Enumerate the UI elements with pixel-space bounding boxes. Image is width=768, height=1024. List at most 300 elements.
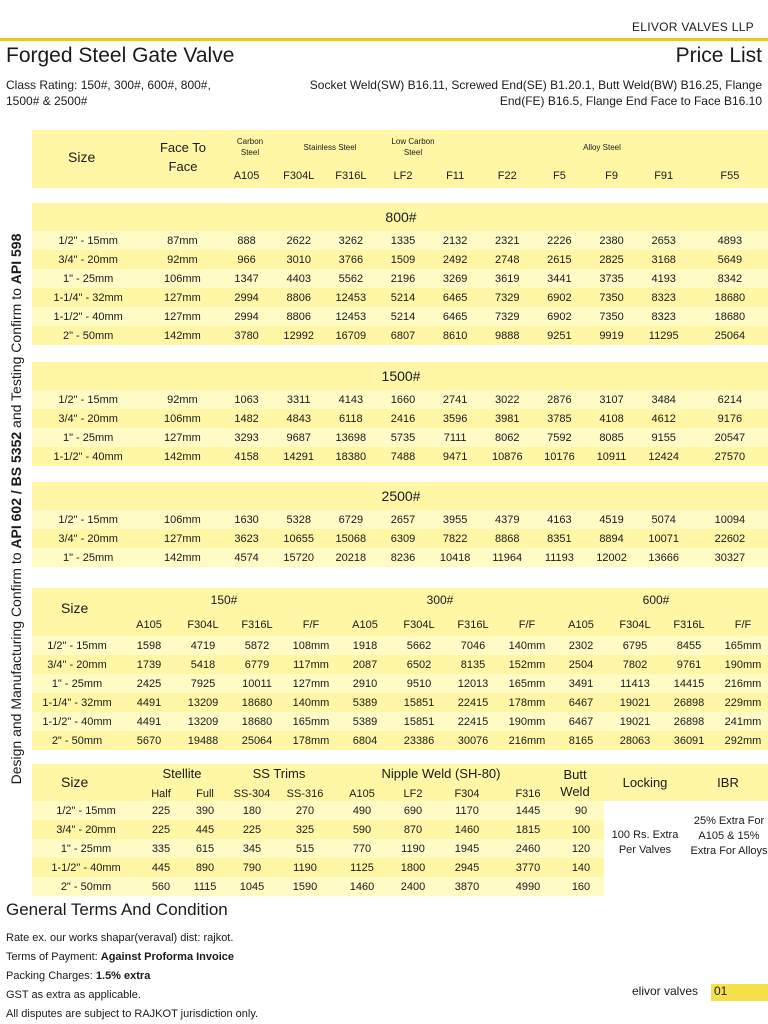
price-cell: 19488 [187,734,219,747]
price-cell: 117mm [293,658,329,671]
price-cell: 3491 [568,677,594,690]
price-cell: 4893 [717,234,743,247]
price-cell: 1509 [390,253,416,266]
price-cell: 1815 [515,823,541,836]
size-cell: 1/2" - 15mm [58,393,118,406]
price-cell: 11295 [648,329,679,342]
price-cell: 5649 [717,253,743,266]
price-cell: 10094 [714,513,746,526]
price-table [32,231,768,345]
material-header: F304 [454,787,480,800]
terms-payment-value: Against Proforma Invoice [100,951,235,963]
price-cell: 770 [352,842,372,855]
section-title-bar [32,362,768,390]
note-standard-2: API 598 [8,233,24,285]
spacer-cell [144,166,220,185]
table-row [32,801,604,820]
price-cell: 14291 [283,450,314,463]
terms-payment [6,948,258,967]
price-cell: 2657 [390,513,416,526]
table-row [32,548,768,567]
ibr-header-cell [686,764,768,801]
price-cell: 4612 [651,412,676,425]
page-number: 01 [711,984,768,1001]
price-cell: 6795 [622,639,648,652]
price-cell: 8323 [651,310,676,323]
price-cell: 1598 [136,639,162,652]
price-cell: 3262 [338,234,364,247]
standards-text: Socket Weld(SW) B16.11, Screwed End(SE) B1.20.1, Butt Weld(BW) B16.25, Flange End(FE) B16.5, Flange End Face to Face B16.10 [309,78,762,108]
table-row [32,428,768,447]
price-cell: 6902 [547,310,572,323]
price-cell: 10911 [596,450,627,463]
price-cell: 390 [195,804,215,817]
price-cell: 18680 [714,291,746,304]
material-header: A105 [568,618,594,631]
material-header: F316L [673,618,705,631]
price-cell: 560 [151,880,171,893]
price-cell: 5735 [390,431,416,444]
price-cell: 225 [151,804,171,817]
price-cell: 15851 [403,715,435,728]
price-cell: 8455 [676,639,702,652]
price-list-label: Price List [675,44,762,67]
price-cell: 2196 [390,272,416,285]
price-cell: 5389 [352,715,378,728]
face-to-face-header: Face To Face [159,140,206,174]
price-cell: 36091 [673,734,705,747]
price-cell: 5662 [406,639,432,652]
size-cell: 1-1/2" - 40mm [42,715,112,728]
price-cell: 13209 [187,696,219,709]
price-cell: 3010 [286,253,311,266]
price-cell: 325 [295,823,315,836]
price-cell: 25064 [714,329,746,342]
section-body [32,510,768,567]
price-cell: 10876 [491,450,523,463]
price-cell: 3311 [286,393,311,406]
table-row [32,529,768,548]
size-cell: 1/2" - 15mm [47,639,107,652]
size-cell: 3/4" - 20mm [58,253,118,266]
price-cell: 241mm [724,715,762,728]
company-name: ELIVOR VALVES LLP [631,20,754,34]
price-cell: 20547 [714,431,746,444]
price-cell: 12013 [457,677,489,690]
price-cell: 2087 [352,658,378,671]
material-header: F304L [283,169,315,182]
price-cell: 2945 [454,861,480,874]
price-cell: 6779 [244,658,270,671]
price-cell: 6807 [390,329,416,342]
price-cell: 23386 [403,734,435,747]
terms-jurisdiction: All disputes are subject to RAJKOT jurisdiction only. [6,1008,259,1020]
section-title-bar [32,203,768,231]
table-row [32,858,604,877]
price-cell: 1482 [234,412,259,425]
terms-packing [6,967,258,986]
table-row [32,674,768,693]
price-cell: 4574 [234,551,259,564]
price-cell: 7329 [495,291,520,304]
price-cell: 8165 [568,734,594,747]
price-cell: 3269 [442,272,468,285]
price-cell: 1945 [454,842,480,855]
price-cell: 8085 [599,431,624,444]
price-cell: 26898 [673,696,705,709]
price-cell: 445 [151,861,171,874]
material-header: F316L [457,618,489,631]
table-row [32,250,768,269]
price-cell: 127mm [164,532,201,545]
price-cell: 1918 [352,639,378,652]
material-header: A105 [233,169,260,182]
price-cell: 18680 [241,696,273,709]
price-table [32,390,768,466]
price-cell: 160 [571,880,591,893]
price-cell: 127mm [164,310,201,323]
price-cell: 127mm [164,431,201,444]
size-cell: 2" - 50mm [60,880,112,893]
size-cell: 1/2" - 15mm [58,513,118,526]
price-cell: 165mm [292,715,330,728]
price-cell: 4843 [286,412,311,425]
price-cell: 140mm [508,639,546,652]
price-cell: 2321 [495,234,520,247]
table3 [32,764,768,893]
footer-brand: elivor valves [632,984,699,998]
carbon-steel-group: Carbon Steel [236,137,264,157]
price-cell: 2994 [234,291,259,304]
price-cell: 8806 [286,310,311,323]
ss-trims-header: SS Trims [252,766,306,781]
stellite-header: Stellite [162,766,202,781]
price-cell: 1190 [401,842,425,855]
nipple-weld-header: Nipple Weld (SH-80) [381,766,501,781]
price-cell: 9155 [651,431,676,444]
material-header: F5 [552,169,566,182]
size-cell: 2" - 50mm [62,329,114,342]
price-cell: 165mm [508,677,546,690]
low-carbon-steel-group: Low Carbon Steel [391,137,435,157]
material-header: F/F [302,618,320,631]
price-cell: 1800 [400,861,426,874]
price-cell: 9687 [286,431,311,444]
price-cell: 8062 [495,431,520,444]
price-cell: 13666 [648,551,679,564]
price-cell: 22602 [714,532,746,545]
size-cell: 1" - 25mm [62,551,114,564]
price-cell: 6118 [339,412,363,425]
price-cell: 225 [151,823,171,836]
price-cell: 12453 [335,291,367,304]
table-row [32,447,768,466]
price-cell: 270 [295,804,315,817]
price-cell: 3981 [495,412,520,425]
material-header-row [32,166,768,185]
price-cell: 8610 [442,329,468,342]
table2-grid [32,636,768,750]
price-cell: 2748 [495,253,520,266]
table3-grid [32,801,604,896]
price-cell: 890 [195,861,215,874]
price-cell: 22415 [457,715,489,728]
class-rating: Class Rating: 150#, 300#, 600#, 800#, 1500# & 2500# [6,78,211,108]
price-cell: 106mm [164,513,201,526]
price-cell: 190mm [724,658,762,671]
spacer-cell [32,166,144,185]
material-header: SS-316 [286,787,324,800]
price-cell: 87mm [167,234,198,247]
price-cell: 5074 [651,513,676,526]
price-cell: 152mm [508,658,546,671]
locking-note: 100 Rs. Extra Per Valves [611,829,679,856]
price-cell: 3441 [547,272,572,285]
price-cell: 6902 [547,291,572,304]
price-cell: 25064 [241,734,273,747]
price-cell: 178mm [508,696,546,709]
material-header: A105 [352,618,378,631]
locking-header: Locking [622,775,668,790]
terms-packing-label: Packing Charges: [6,970,96,982]
price-cell: 7592 [547,431,572,444]
price-cell: 4491 [136,715,162,728]
price-cell: 92mm [167,253,198,266]
price-cell: 7329 [495,310,520,323]
price-cell: 3735 [599,272,624,285]
table-row [32,231,768,250]
table-row [32,326,768,345]
size-cell: 2" - 50mm [51,734,103,747]
table-row [32,269,768,288]
size-cell: 1" - 25mm [62,272,114,285]
terms-packing-value: 1.5% extra [95,970,151,982]
note-standard-1: API 602 / BS 5352 [8,431,24,549]
stainless-steel-group: Stainless Steel [303,143,357,152]
price-cell: 8806 [286,291,311,304]
price-cell: 9919 [599,329,624,342]
price-cell: 15851 [403,696,435,709]
material-header: F22 [497,169,517,182]
material-header: Full [196,787,214,800]
price-cell: 1460 [349,880,375,893]
class-600-header: 600# [642,593,670,607]
price-cell: 8236 [390,551,416,564]
price-cell: 9251 [547,329,572,342]
price-table [32,510,768,567]
table-row [32,390,768,409]
class-300-header: 300# [426,593,454,607]
price-cell: 4143 [338,393,364,406]
price-cell: 140mm [292,696,330,709]
size-header: Size [61,600,89,616]
butt-weld-header: Butt Weld [560,767,590,799]
size-cell: 1/2" - 15mm [58,234,118,247]
price-cell: 10655 [283,532,314,545]
price-cell: 142mm [164,450,201,463]
price-cell: 1460 [454,823,480,836]
size-cell: 3/4" - 20mm [47,658,107,671]
price-cell: 6465 [442,310,468,323]
note-prefix: Design and Manufacturing Confirm to [8,548,24,785]
price-cell: 8894 [599,532,624,545]
table2-header [32,588,768,636]
class-150-header: 150# [210,593,238,607]
price-cell: 2460 [515,842,541,855]
price-cell: 7046 [460,639,486,652]
material-header: F304L [403,618,435,631]
material-header: LF2 [403,787,423,800]
price-cell: 2622 [286,234,311,247]
table-row [32,877,604,896]
price-cell: 2226 [547,234,572,247]
material-header: F91 [654,169,674,182]
price-cell: 16709 [335,329,367,342]
price-cell: 27570 [714,450,746,463]
price-cell: 8342 [717,272,743,285]
price-cell: 2380 [599,234,624,247]
material-header: F304L [187,618,219,631]
price-cell: 1335 [390,234,416,247]
price-cell: 9761 [676,658,702,671]
price-cell: 5389 [352,696,378,709]
table-row [32,839,604,858]
size-cell: 3/4" - 20mm [56,823,116,836]
size-cell: 1-1/2" - 40mm [51,861,121,874]
price-cell: 12992 [283,329,314,342]
price-cell: 3107 [599,393,624,406]
table-row [32,712,768,731]
price-cell: 5418 [190,658,216,671]
price-cell: 6729 [338,513,364,526]
price-cell: 3596 [442,412,468,425]
price-cell: 4990 [515,880,541,893]
price-cell: 4108 [599,412,624,425]
section-title-bar [32,482,768,510]
price-cell: 22415 [457,696,489,709]
price-cell: 13209 [187,715,219,728]
price-cell: 1045 [239,880,265,893]
price-cell: 178mm [292,734,330,747]
size-cell: 1" - 25mm [51,677,103,690]
size-cell: 3/4" - 20mm [58,532,118,545]
price-cell: 127mm [292,677,330,690]
price-cell: 106mm [164,412,201,425]
ibr-note: 25% Extra For A105 & 15% Extra For Alloys [690,815,768,857]
spacer-cell [32,615,122,634]
price-cell: 8135 [460,658,486,671]
price-cell: 19021 [619,715,651,728]
terms-list [6,929,258,1024]
size-cell: 1-1/2" - 40mm [53,450,123,463]
size-cell: 1-1/4" - 32mm [42,696,112,709]
price-cell: 445 [195,823,215,836]
table1-header [32,130,768,188]
size-header: Size [68,149,96,165]
price-cell: 1115 [193,880,217,893]
price-cell: 10176 [544,450,575,463]
price-cell: 5328 [286,513,311,526]
price-cell: 966 [237,253,256,266]
table2-body [32,636,768,750]
table-row [32,820,604,839]
price-cell: 7802 [622,658,648,671]
price-cell: 3168 [651,253,676,266]
table-row [32,307,768,326]
price-cell: 3870 [454,880,480,893]
price-cell: 1347 [234,272,259,285]
material-header: A105 [349,787,375,800]
price-cell: 3484 [651,393,676,406]
price-cell: 5872 [244,639,270,652]
price-cell: 3623 [234,532,259,545]
price-cell: 2615 [547,253,572,266]
material-header: SS-304 [233,787,271,800]
price-cell: 4379 [495,513,520,526]
price-cell: 690 [403,804,423,817]
price-cell: 9510 [406,677,432,690]
table-row [32,510,768,529]
terms-gst: GST as extra as applicable. [6,989,141,1001]
price-cell: 106mm [164,272,201,285]
price-cell: 14415 [673,677,705,690]
price-cell: 2653 [651,234,676,247]
price-cell: 5562 [338,272,364,285]
price-cell: 11964 [492,551,523,564]
price-cell: 7350 [599,310,624,323]
price-cell: 2825 [599,253,624,266]
price-cell: 30327 [714,551,746,564]
terms-title: General Terms And Condition [6,900,228,919]
price-cell: 1445 [515,804,541,817]
material-header: F/F [518,618,536,631]
price-cell: 3785 [547,412,572,425]
table-row [32,655,768,674]
price-cell: 12424 [648,450,679,463]
price-cell: 4403 [286,272,311,285]
price-cell: 1125 [350,861,374,874]
price-cell: 7925 [190,677,216,690]
price-cell: 4491 [136,696,162,709]
price-cell: 515 [295,842,315,855]
size-cell: 1" - 25mm [62,431,114,444]
price-cell: 2400 [400,880,426,893]
price-cell: 18680 [241,715,273,728]
price-cell: 100 [571,823,591,836]
section-title: 1500# [381,368,421,384]
price-cell: 12002 [596,551,627,564]
price-cell: 3780 [234,329,259,342]
size-cell: 1" - 25mm [60,842,112,855]
price-cell: 10071 [648,532,679,545]
price-cell: 15720 [283,551,314,564]
price-cell: 3955 [442,513,468,526]
table-row [32,636,768,655]
price-cell: 28063 [619,734,651,747]
price-cell: 7350 [599,291,624,304]
price-cell: 4163 [547,513,572,526]
material-header: F316L [241,618,273,631]
price-cell: 2994 [234,310,259,323]
price-cell: 5214 [390,310,416,323]
price-cell: 20218 [335,551,367,564]
section-title: 2500# [381,488,421,504]
price-cell: 15068 [335,532,367,545]
price-cell: 11413 [620,677,650,690]
price-cell: 3022 [495,393,520,406]
note-middle: and Testing Confirm to [8,284,24,432]
price-cell: 216mm [724,677,762,690]
